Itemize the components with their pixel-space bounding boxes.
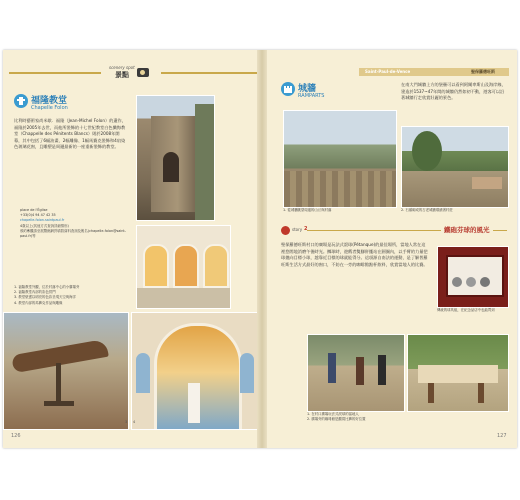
story-banner <box>281 225 507 237</box>
story-title: 鐵砲芬球的風光 <box>441 225 493 234</box>
folon-subtitle: Chapelle Folon <box>31 105 68 111</box>
info-address: place de l'Église <box>20 208 48 212</box>
left-page-number: 126 <box>11 433 21 439</box>
scenery-badge-zh: 景點 <box>115 71 129 79</box>
photo-number-4: 4 <box>133 420 136 424</box>
ramparts-text: 在南大門城牆上方的堡壘可以看到阿爾卑斯山及海岸線，建造於1537~47年間的城牆仍然如初不動，遊客可以沿著城牆行走欣賞壯麗的景色。 <box>401 82 506 101</box>
story-icon <box>281 226 290 235</box>
right-page <box>267 50 517 448</box>
folon-heading <box>14 92 124 114</box>
header-tag: Saint-Paul-de-Vence <box>365 69 411 74</box>
caption-3: 3. 教堂壁畫以明亮的色彩呈現天空與海洋 <box>14 295 76 300</box>
story-badge <box>281 225 307 236</box>
ramparts-subtitle: RAMPARTS <box>298 93 325 99</box>
rampart-caption-1: 1. 從城牆眺望周邊的山丘與村落 <box>283 208 332 212</box>
scenery-badge <box>9 65 257 81</box>
story-text: 聖保羅德旺斯村口的廣場是玩法式滾球(Pétanque)的最佳場所，當地人常在這裡悠閒地消磨午後時光。擲球時，遊戲者雙腳併攏站在圓圈內，以手臂的力量把球拋向目標小球，越靠近目標的球就能得分。這項源自南法的運動，是了解普羅旺斯生活方式最好的窗口，不妨在一旁的咖啡館點杯飲料，欣賞當地人的比賽。 <box>281 242 428 267</box>
chapel-exterior-photo <box>136 95 215 221</box>
folon-captions <box>14 285 132 306</box>
photo-number-3: 3 <box>125 420 128 424</box>
info-age: 4歲以上(其他方式查詢詳細情形) <box>20 223 69 228</box>
info-booking: 預約參觀請至展覽館網頁填寫資料查詢及報名(chapelle-folon@saint-paul.fr)等 <box>20 228 126 239</box>
bottom-caption-2: 2. 廣場旁的咖啡館是觀賞比賽的好位置 <box>307 417 366 422</box>
caption-2: 2. 福隆教堂內部的彩色拱門 <box>14 290 56 295</box>
camera-icon <box>137 68 149 77</box>
petanque-players-photo <box>307 334 405 412</box>
left-page <box>3 50 257 448</box>
info-website[interactable]: chapelle-folon.saintpaul.fr <box>20 218 65 223</box>
ramparts-heading <box>281 80 371 102</box>
folon-info <box>14 208 136 239</box>
petanque-set-photo <box>437 246 509 308</box>
scenery-badge-en: scenery spot <box>109 65 135 70</box>
ramparts-title: 城牆 <box>298 84 317 94</box>
church-icon <box>14 94 28 108</box>
book-spread <box>3 50 517 448</box>
gutter <box>257 50 267 448</box>
right-page-number: 127 <box>497 433 507 439</box>
right-header <box>359 68 509 76</box>
cafe-square-photo <box>407 334 509 412</box>
info-phone: +33(0)4 94 47 42 35 <box>20 213 56 218</box>
petanque-set-caption: 傳統的球具組，在紀念品店中也能買到 <box>437 308 495 312</box>
old-wall-photo <box>401 126 509 208</box>
bottom-captions <box>307 412 467 422</box>
story-label: story <box>292 227 303 232</box>
folon-intro: 比利時藝術家尚米歇．福隆（Jean-Michel Folon）的遺作，福隆於2005年去世，而他所裝飾的十七世紀教堂白色懺悔教堂（Chappelle des Pénitents Blancs）則於2008年開幕，其中包括了6幅油畫、2幅雕像、1幅馬賽克裝飾和4扇染色玻璃花窗，且雕塑是周邊最新的一座重新裝飾的教堂。 <box>14 118 126 150</box>
wall-icon <box>281 82 295 96</box>
chapel-arches-photo <box>136 225 231 309</box>
caption-4: 4. 教堂內部的馬賽克作品與雕像 <box>14 300 63 305</box>
caption-1: 1. 福隆教堂外觀，位於村落中心的小廣場旁 <box>14 285 80 289</box>
ramparts-view-photo <box>283 110 397 208</box>
sculpture-photo <box>3 312 129 430</box>
header-title: 聖保羅德旺斯 <box>471 69 495 74</box>
rampart-caption-2: 2. 石頭砌成的古老城牆環繞著村莊 <box>401 208 453 212</box>
story-number: 2 <box>304 226 308 232</box>
chapel-interior-photo <box>131 312 259 430</box>
folon-title: 福隆教堂 <box>31 96 68 106</box>
bottom-caption-1: 1. 在村口廣場玩法式滾球的當地人 <box>307 412 359 416</box>
